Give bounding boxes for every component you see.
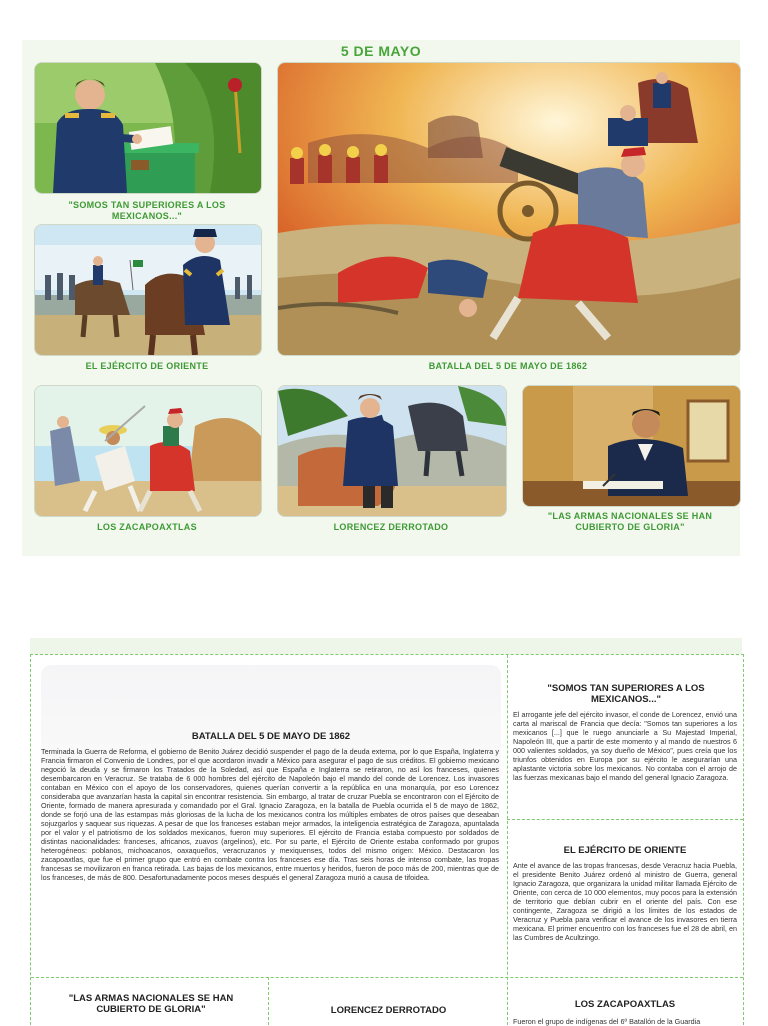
text-document	[30, 654, 744, 1025]
panel-ejercito-oriente	[34, 224, 262, 356]
section-text-zacapoaxtlas: Fueron el grupo de indígenas del 6º Batallón de la Guardia	[513, 1017, 701, 1026]
column-divider	[507, 655, 508, 1025]
caption-lorencez-derrotado: LORENCEZ DERROTADO	[333, 522, 449, 532]
panel-zacapoaxtlas	[34, 385, 262, 517]
caption-zacapoaxtlas: LOS ZACAPOAXTLAS	[97, 522, 197, 532]
illustration-page	[22, 40, 740, 556]
armas-nacionales-illustration	[523, 386, 740, 506]
lorencez-derrotado-illustration	[278, 386, 506, 516]
section-title-somos: "SOMOS TAN SUPERIORES A LOS MEXICANOS..."	[547, 683, 705, 705]
batalla-illustration	[278, 63, 740, 355]
panel-lorencez-derrotado	[277, 385, 507, 517]
doc-top-strip	[30, 638, 742, 654]
caption-ejercito-oriente: EL EJÉRCITO DE ORIENTE	[85, 361, 209, 371]
page-title: 5 DE MAYO	[340, 43, 422, 59]
row-divider-right-1	[507, 819, 743, 820]
column-divider-bottom	[268, 977, 269, 1025]
panel-batalla-5-mayo	[277, 62, 741, 356]
section-title-batalla: BATALLA DEL 5 DE MAYO DE 1862	[191, 731, 351, 742]
section-text-somos: El arrogante jefe del ejército invasor, el conde de Lorencez, envió una carta al mariscal de Francia que decía: "Somos tan superiores a los mexicanos [...] que le ruego anunciarle a Su Majestad Imperial, Napoleón III, que a partir de este momento y al mando de nuestros 6 000 valientes soldados, ya soy dueño de México", pues creía que los triunfos obtenidos en Europa por su ejército le asegurarían una aplastante victoria sobre los mexicanos. No contaba con el arrojo de las fuerzas mexicanas bajo el mando del general Ignacio Zaragoza.	[513, 710, 737, 782]
lorencez-letter-illustration	[35, 63, 261, 193]
section-title-armas: "LAS ARMAS NACIONALES SE HAN CUBIERTO DE GLORIA"	[68, 993, 234, 1015]
row-divider-bottom	[31, 977, 743, 978]
section-title-lorencez: LORENCEZ DERROTADO	[330, 1005, 447, 1016]
caption-armas-nacionales: "LAS ARMAS NACIONALES SE HAN CUBIERTO DE GLORIA"	[547, 511, 713, 532]
ejercito-oriente-illustration	[35, 225, 261, 355]
panel-armas-nacionales	[522, 385, 741, 507]
caption-batalla: BATALLA DEL 5 DE MAYO DE 1862	[428, 361, 588, 371]
section-title-ejercito: EL EJÉRCITO DE ORIENTE	[563, 845, 687, 856]
zacapoaxtlas-illustration	[35, 386, 261, 516]
section-title-zacapoaxtlas: LOS ZACAPOAXTLAS	[574, 999, 676, 1010]
panel-lorencez-letter	[34, 62, 262, 194]
caption-somos-superiores: "SOMOS TAN SUPERIORES A LOS MEXICANOS..."	[68, 200, 226, 221]
section-text-batalla: Terminada la Guerra de Reforma, el gobierno de Benito Juárez decidió suspender el pago de la deuda externa, por lo que España, Inglaterra y Francia firmaron el Convenio de Londres, por el que acordaron invadir a México para asegurar el pago de sus créditos. El gobierno mexicano negoció la deuda y se firmaron los Tratados de la Soledad, así que España e Inglaterra se retiraron, no así los franceses, quienes desembarcaron en Veracruz. Se trataba de 6 000 hombres del ejército de Napoleón bajo el mando del conde de Lorencez. Los invasores contaban en México con el apoyo de los conservadores, quienes querían convertir a la república en una monarquía, por eso Lorencez consideraba que avanzarían hasta la capital sin encontrar resistencia. Sin embargo, al tratar de cruzar Puebla se encontraron con el Ejército de Oriente, formado de manera apresurada y comandado por el Gral. Ignacio Zaragoza, en la batalla de Puebla ocurrida el 5 de mayo de 1862, donde se forjó una de las estampas más gloriosas de la lucha de los mexicanos contra los múltiples embates de otros países que deseaban sojuzgarlos y saquear sus riquezas. A pesar de que los franceses estaban mejor armados, la inteligencia estratégica de Zaragoza, apuntalada por el valor y el patriotismo de los soldados mexicanos, fueron muy superiores. El ejército de Francia estaba compuesto por soldados de distintas nacionalidades: franceses, africanos, zuavos (argelinos), etc. Por su parte, el Ejército de Oriente estaba conformado por grupos heterogéneos: poblanos, michoacanos, oaxaqueños, veracruzanos y mexiquenses, todos del mismo origen: México. Destacaron los zacapoaxtlas, que fue el primer grupo que entró en combate contra los franceses ese día. Tras seis horas de intenso combate, las tropas francesas se movilizaron en franca retirada. Las bajas de los mexicanos, entre muertos y heridos, fueron de poco más de 200, mientras que de los franceses, de más de 800. Desafortunadamente pocos meses después el general Zaragoza murió a causa de tifoidea.	[41, 747, 499, 882]
section-text-ejercito: Ante el avance de las tropas francesas, desde Veracruz hacia Puebla, el presidente Benito Juárez ordenó al ministro de Guerra, general Ignacio Zaragoza, que organizara la unidad militar llamada Ejército de Oriente, con cerca de 10 000 elementos, muy pocos para la extensión de territorio que debían cubrir en el oriente del país. Con ese contingente, Zaragoza se dirigió a los límites de los estados de Veracruz y Puebla para verificar el avance de los invasores en tierra mexicana. El primer encuentro con los franceses fue el 28 de abril, en las Cumbres de Acultzingo.	[513, 861, 737, 942]
